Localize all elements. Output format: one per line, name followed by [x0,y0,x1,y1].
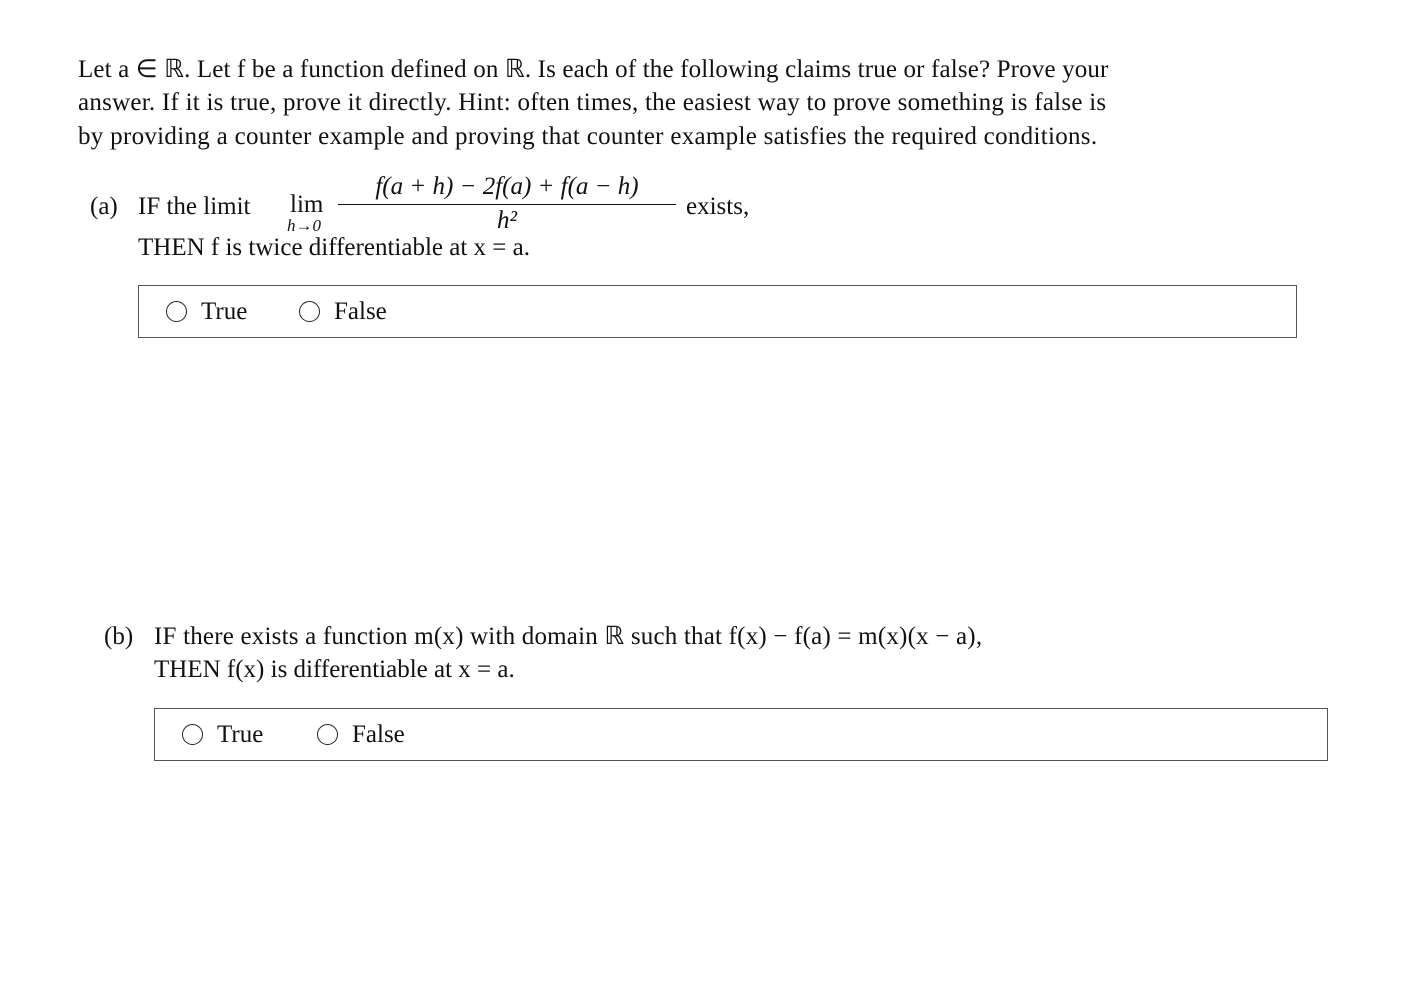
intro-line-3: by providing a counter example and proving that counter example satisfies the required conditions. [78,123,1098,150]
fraction-numerator: f(a + h) − 2f(a) + f(a − h) [375,173,639,200]
intro-line-2: answer. If it is true, prove it directly. Hint: often times, the easiest way to prove something is false is [78,89,1107,116]
part-a-then: THEN f is twice differentiable at x = a. [138,234,530,261]
radio-icon[interactable] [182,724,203,745]
limit-operator: lim [290,191,324,218]
part-b-option-false[interactable] [317,709,405,760]
limit-fraction [338,172,676,235]
part-b-answer-box [154,708,1328,761]
option-label: False [352,720,405,748]
part-a-prefix: IF the limit [138,193,251,220]
fraction-denominator: h² [497,207,517,234]
radio-icon[interactable] [166,301,187,322]
part-b-label: (b) [104,623,134,650]
fraction-bar [338,204,676,205]
radio-icon[interactable] [317,724,338,745]
part-b-option-true[interactable] [182,709,263,760]
part-b-line-2: THEN f(x) is differentiable at x = a. [154,656,515,683]
part-a-label: (a) [90,193,118,220]
part-a-option-false[interactable] [299,286,387,337]
intro-line-1: Let a ∈ ℝ. Let f be a function defined on ℝ. Is each of the following claims true or false? Prove your [78,56,1109,83]
limit-subscript: h→0 [287,216,321,235]
option-label: True [217,720,264,748]
option-label: True [201,297,248,325]
radio-icon[interactable] [299,301,320,322]
part-a-option-true[interactable] [166,286,247,337]
part-b-line-1: IF there exists a function m(x) with domain ℝ such that f(x) − f(a) = m(x)(x − a), [154,623,983,650]
option-label: False [334,297,387,325]
part-a-answer-box [138,285,1297,338]
part-a-suffix: exists, [686,193,750,220]
